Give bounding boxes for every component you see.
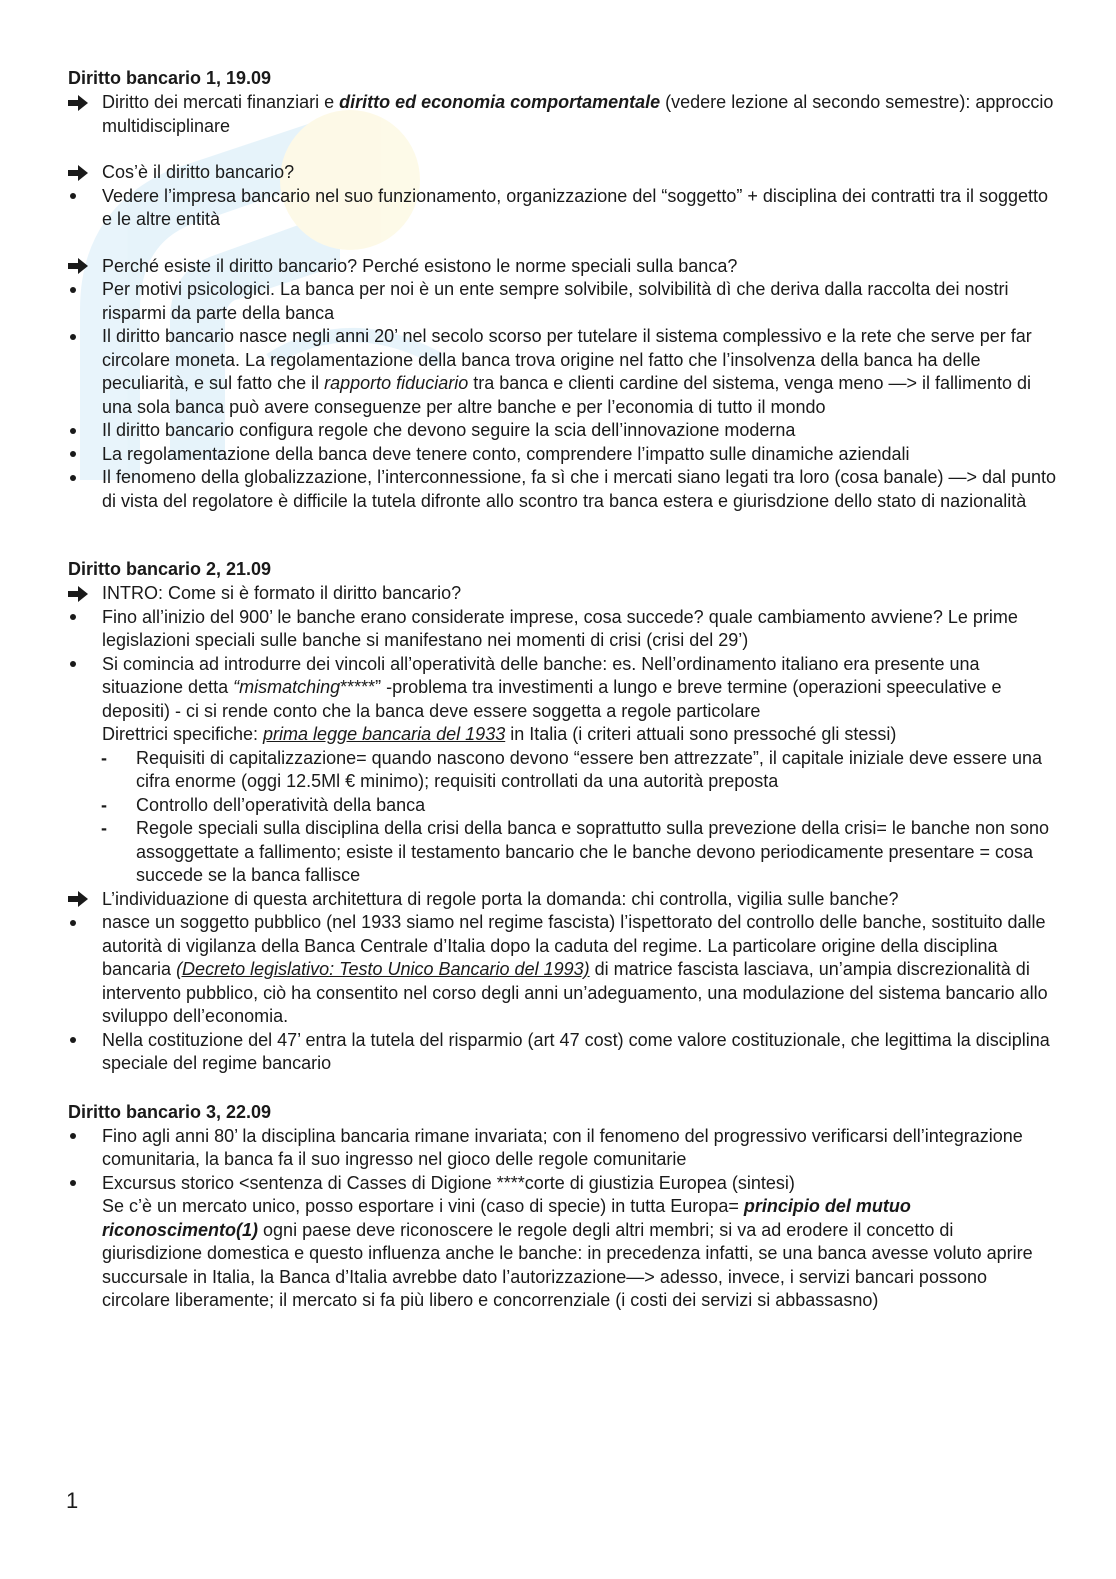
dash-marker: -	[101, 747, 107, 768]
list-item: Il diritto bancario configura regole che devono seguire la scia dell’innovazione moderna	[68, 419, 1058, 443]
bullet-icon	[68, 419, 94, 443]
arrow-right-icon	[68, 255, 94, 279]
list-item: Vedere l’impresa bancario nel suo funzionamento, organizzazione del “soggetto” + disciplina dei contratti tra il soggetto e le altre entità	[68, 185, 1058, 232]
section-heading: Diritto bancario 2, 21.09	[68, 559, 272, 579]
list-item: Excursus storico <sentenza di Casses di Digione ****corte di giustizia Europea (sintesi)	[68, 1172, 1058, 1196]
list-item: Il diritto bancario nasce negli anni 20’ nel secolo scorso per tutelare il sistema complessivo e la rete che serve per far circolare moneta. La regolamentazione della banca trova origine nel fatto che l’insolvenza della banca ha delle peculiarità, e sul fatto che il rapporto fiduciario tra banca e clienti cardine del sistema, venga meno —> il fallimento di una sola banca può avere conseguenze per altre banche e per l’economia di tutto il mondo	[68, 325, 1058, 419]
bullet-icon	[68, 653, 94, 677]
bullet-icon	[68, 1172, 94, 1196]
bullet-icon	[68, 325, 94, 349]
list-item: Diritto dei mercati finanziari e diritto ed economia comportamentale (vedere lezione al secondo semestre): approccio multidisciplinare	[68, 91, 1058, 138]
arrow-right-icon	[68, 91, 94, 115]
bullet-icon	[68, 1029, 94, 1053]
section-heading: Diritto bancario 3, 22.09	[68, 1101, 272, 1122]
sub-item: - Requisiti di capitalizzazione= quando nascono devono “essere ben attrezzate”, il capitale iniziale deve essere una cifra enorme (oggi 12.5Ml € minimo); requisiti controllati da una autorità preposta	[101, 747, 1043, 791]
dash-marker: -	[101, 818, 107, 838]
arrow-right-icon	[68, 582, 94, 606]
bullet-icon	[68, 606, 94, 630]
bullet-icon	[68, 466, 94, 490]
list-item: Fino all’inizio del 900’ le banche erano considerate imprese, cosa succede? quale cambiamento avviene? Le prime legislazioni speciali sulle banche si manifestano nei momenti di crisi (crisi del 29’)	[68, 606, 1058, 653]
document-body	[68, 66, 1058, 1337]
list-item: Il fenomeno della globalizzazione, l’interconnessione, fa sì che i mercati siano legati tra loro (cosa banale) —> dal punto di vista del regolatore è difficile la tutela difronte allo scontro tra banca estera e giurisdzione dello stato di nazionalità	[68, 466, 1058, 513]
list-item: Perché esiste il diritto bancario? Perché esistono le norme speciali sulla banca?	[68, 255, 1058, 279]
list-item: nasce un soggetto pubblico (nel 1933 siamo nel regime fascista) l’ispettorato del controllo delle banche, sostituito dalle autorità di vigilanza della Banca Centrale d’Italia dopo la caduta del regime. La particolare origine della disciplina bancaria (Decreto legislativo: Testo Unico Bancario del 1993) di matrice fascista lasciava, un’ampia discrezionalità di intervento pubblico, ciò ha consentito nel corso degli anni un’adeguamento, una modulazione del sistema bancario allo sviluppo dell’economia.	[68, 911, 1058, 1029]
list-item: Nella costituzione del 47’ entra la tutela del risparmio (art 47 cost) come valore costituzionale, che legittima la disciplina speciale del regime bancario	[68, 1029, 1058, 1076]
list-item: Si comincia ad introdurre dei vincoli all’operatività delle banche: es. Nell’ordinamento italiano era presente una situazione detta “mismatching*****” -problema tra investimenti a lungo e breve termine (operazioni speeculative e depositi) - ci si rende conto che la banca deve essere soggetta a regole particolare	[68, 653, 1058, 724]
bullet-icon	[68, 443, 94, 467]
bullet-icon	[68, 1125, 94, 1149]
list-item: INTRO: Come si è formato il diritto bancario?	[68, 582, 1058, 606]
section-lesson-3	[68, 1100, 1058, 1313]
list-item-continuation: Direttrici specifiche: prima legge bancaria del 1933 in Italia (i criteri attuali sono pressoché gli stessi)	[102, 724, 897, 744]
sub-item: - Controllo dell’operatività della banca	[68, 794, 1058, 818]
bullet-icon	[68, 911, 94, 935]
section-lesson-1	[68, 66, 1058, 513]
list-item: Per motivi psicologici. La banca per noi è un ente sempre solvibile, solvibilità dì che deriva dalla raccolta dei nostri risparmi da parte della banca	[68, 278, 1058, 325]
bullet-icon	[68, 278, 94, 302]
bullet-icon	[68, 185, 94, 209]
dash-marker: -	[101, 794, 107, 815]
list-item-continuation: Se c’è un mercato unico, posso esportare i vini (caso di specie) in tutta Europa= principio del mutuo riconoscimento(1) ogni paese deve riconoscere le regole degli altri membri; si va ad erodere il concetto di giurisdizione domestica e questo influenza anche le banche: in precedenza infatti, se una banca avesse voluto aprire succursale in Italia, la Banca d’Italia avrebbe dato l’autorizzazione—> adesso, invece, i servizi bancari possono circolare liberamente; il mercato si fa più libero e concorrenziale (i costi dei servizi si abbassasno)	[102, 1196, 1033, 1310]
arrow-right-icon	[68, 161, 94, 185]
sub-item: - Regole speciali sulla disciplina della crisi della banca e soprattutto sulla prevezione della crisi= le banche non sono assoggettate a fallimento; esiste il testamento bancario che le banche devono periodicamente presentare = cosa succede se la banca fallisce	[101, 818, 1050, 885]
section-lesson-2	[68, 557, 1058, 1076]
list-item: L’individuazione di questa architettura di regole porta la domanda: chi controlla, vigilia sulle banche?	[68, 888, 1058, 912]
list-item: Fino agli anni 80’ la disciplina bancaria rimane invariata; con il fenomeno del progressivo verificarsi dell’integrazione comunitaria, la banca fa il suo ingresso nel gioco delle regole comunitarie	[68, 1125, 1058, 1172]
arrow-right-icon	[68, 888, 94, 912]
list-item: La regolamentazione della banca deve tenere conto, comprendere l’impatto sulle dinamiche aziendali	[68, 443, 1058, 467]
list-item: Cos’è il diritto bancario?	[68, 161, 1058, 185]
section-heading: Diritto bancario 1, 19.09	[68, 68, 272, 88]
page-number: 1	[66, 1488, 79, 1513]
